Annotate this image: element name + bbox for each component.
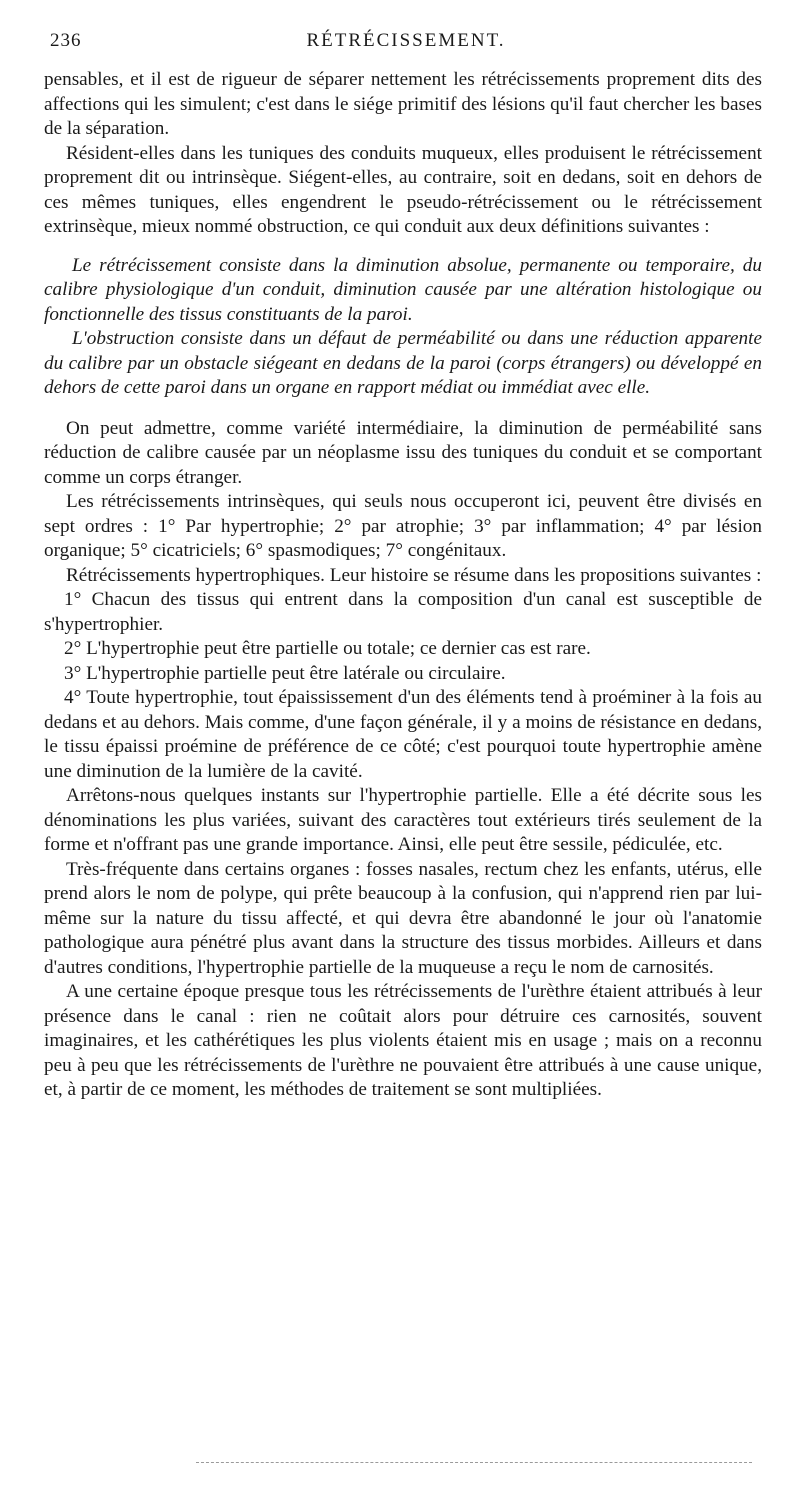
- proposition-2: 2° L'hypertrophie peut être partielle ou totale; ce dernier cas est rare.: [64, 638, 591, 659]
- page-number: 236: [50, 30, 82, 51]
- footer-rule: [196, 1462, 752, 1463]
- paragraph-intermediate-variety: On peut admettre, comme variété intermédiaire, la diminution de perméabilité sans réduction de calibre causée par un néoplasme issu des tuniques du conduit et se comportant comme un corps étranger.: [44, 417, 762, 488]
- paragraph-polype: Très-fréquente dans certains organes : fosses nasales, rectum chez les enfants, utérus, elle prend alors le nom de polype, qui prête beaucoup à la confusion, qui n'apprend rien par lui-même sur la nature du tissu affecté, et qui devra être abandonné le jour où l'anatomie pathologique aura pénétré plus avant dans la structure des tissus morbides. Ailleurs et dans d'autres conditions, l'hypertrophie partielle de la muqueuse a reçu le nom de carnosités.: [44, 858, 762, 978]
- page-body: [44, 68, 762, 1103]
- paragraph-urethra-history: A une certaine époque presque tous les rétrécissements de l'urèthre étaient attribués à leur présence dans le canal : rien ne coûtait alors pour détruire ces carnosités, souvent imaginaires, et les cathérétiques les plus violents étaient mis en usage ; mais on a reconnu peu à peu que les rétrécissements de l'urèthre ne pouvaient être attribués à une cause unique, et, à partir de ce moment, les méthodes de traitement se sont multipliées.: [44, 981, 762, 1100]
- proposition-1: 1° Chacun des tissus qui entrent dans la composition d'un canal est susceptible de s'hypertrophier.: [44, 589, 762, 635]
- page-header: [50, 30, 762, 56]
- paragraph-continuation: pensables, et il est de rigueur de séparer nettement les rétrécissements proprement dits des affections qui les simulent; c'est dans le siége primitif des lésions qu'il faut chercher les bases de la séparation.: [44, 69, 762, 139]
- definition-obstruction: L'obstruction consiste dans un défaut de perméabilité ou dans une réduction apparente du calibre par un obstacle siégeant en dedans de la paroi (corps étrangers) ou développé en dehors de cette paroi dans un organe en rapport médiat ou immédiat avec elle.: [44, 328, 762, 398]
- paragraph-hypertrophic-heading: Rétrécissements hypertrophiques. Leur histoire se résume dans les propositions suivantes :: [66, 564, 762, 586]
- definition-retrecissement: Le rétrécissement consiste dans la diminution absolue, permanente ou temporaire, du calibre physiologique d'un conduit, diminution causée par une altération histologique ou fonctionnelle des tissus constituants de la paroi.: [44, 254, 762, 325]
- paragraph-seven-orders: Les rétrécissements intrinsèques, qui seuls nous occuperont ici, peuvent être divisés en sept ordres : 1° Par hypertrophie; 2° par atrophie; 3° par inflammation; 4° par lésion organique; 5° cicatriciels; 6° spasmodiques; 7° congénitaux.: [44, 491, 762, 561]
- proposition-4: 4° Toute hypertrophie, tout épaississement d'un des éléments tend à proéminer à la fois au dedans et au dehors. Mais comme, d'une façon générale, il y a moins de résistance en dedans, le tissu épaissi proémine de préférence de ce côté; c'est pourquoi toute hypertrophie amène une diminution de la lumière de la cavité.: [44, 687, 762, 782]
- proposition-3: 3° L'hypertrophie partielle peut être latérale ou circulaire.: [64, 662, 506, 684]
- paragraph-partial-hypertrophy: Arrêtons-nous quelques instants sur l'hypertrophie partielle. Elle a été décrite sous les dénominations les plus variées, suivant des caractères tout extérieurs tirés seulement de la forme et n'offrant pas une grande importance. Ainsi, elle peut être sessile, pédiculée, etc.: [44, 785, 762, 855]
- running-title: RÉTRÉCISSEMENT.: [306, 30, 506, 51]
- paragraph-intrinsic-extrinsic: Résident-elles dans les tuniques des conduits muqueux, elles produisent le rétrécissement proprement dit ou intrinsèque. Siégent-elles, au contraire, soit en dedans, soit en dehors de ces mêmes tuniques, elles engendrent le pseudo-rétrécissement ou le rétrécissement extrinsèque, mieux nommé obstruction, ce qui conduit aux deux définitions suivantes :: [44, 142, 762, 237]
